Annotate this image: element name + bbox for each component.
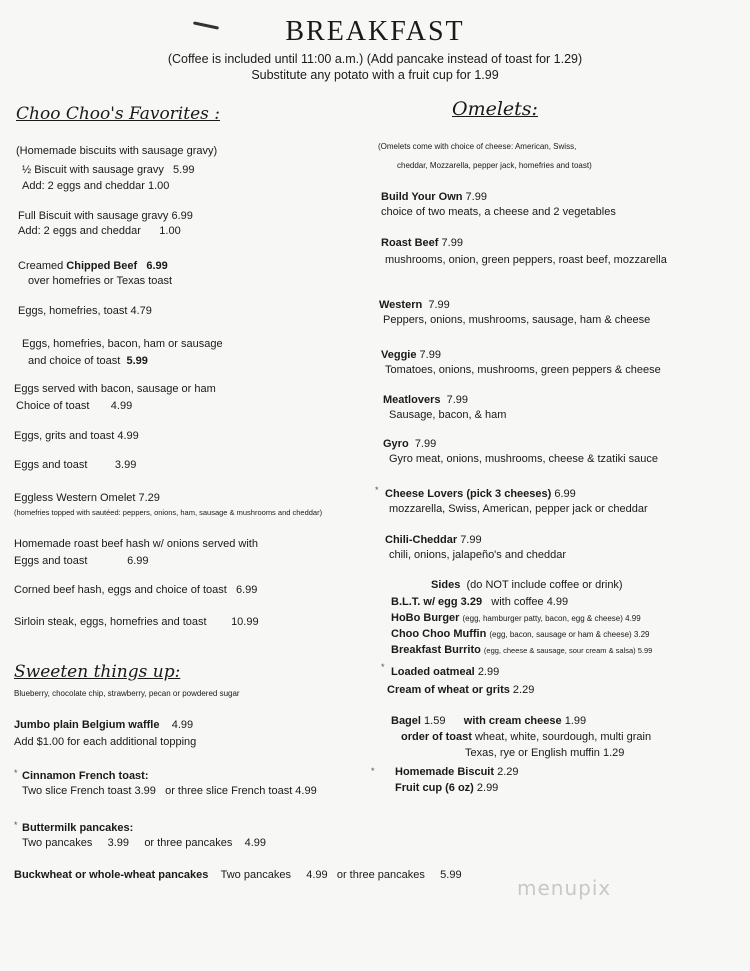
item-name: Cheese Lovers (pick 3 cheeses) [385, 488, 552, 500]
side-loaded-oatmeal [391, 665, 499, 679]
item-price: 5.99 [126, 355, 148, 367]
item-price: 7.99 [441, 237, 463, 249]
western-desc: Peppers, onions, mushrooms, sausage, ham & cheese [383, 314, 651, 326]
item-name: Bagel [391, 715, 421, 727]
item-name: HoBo Burger [391, 612, 460, 624]
meat-desc: Sausage, bacon, & ham [389, 409, 507, 421]
menu-item-roast-beef-hash: Homemade roast beef hash w/ onions served with [14, 538, 258, 550]
eggs-bacon-line2 [28, 354, 148, 368]
section-title-omelets: Omelets: [452, 98, 538, 120]
omelet-western [379, 298, 450, 312]
veggie-desc: Tomatoes, onions, mushrooms, green peppers & cheese [385, 364, 661, 376]
item-desc: Choice of toast [16, 400, 90, 412]
omelet-build-your-own [381, 190, 487, 204]
side-bagel [391, 714, 586, 728]
item-prefix: Creamed [18, 260, 67, 272]
menu-item-eggless-western: Eggless Western Omelet 7.29 [14, 492, 160, 504]
sides-heading [431, 578, 623, 592]
option-three-price: 4.99 [244, 837, 267, 849]
build-desc: choice of two meats, a cheese and 2 vegetables [381, 206, 616, 218]
item-name: B.L.T. w/ egg 3.29 [391, 596, 483, 608]
eggless-note: (homefries topped with sautéed: peppers, onions, ham, sausage & mushrooms and cheddar) [14, 508, 323, 517]
asterisk-mark-icon: * [375, 485, 379, 495]
side-breakfast-burrito [391, 643, 652, 658]
item-price: 2.29 [512, 684, 535, 696]
item-price: 6.99 [236, 584, 258, 596]
option-three: or three pancakes [336, 869, 425, 881]
side-choo-choo-muffin [391, 627, 649, 642]
asterisk-mark-icon: * [14, 820, 18, 830]
side-hobo-burger [391, 611, 641, 626]
item-price: 7.99 [414, 438, 437, 450]
menu-item-buttermilk: Buttermilk pancakes: [22, 822, 134, 834]
item-price: 7.99 [428, 299, 450, 311]
menu-item-full-biscuit: Full Biscuit with sausage gravy 6.99 [18, 210, 193, 222]
item-name: Build Your Own [381, 191, 463, 203]
option-three-price: 5.99 [440, 869, 462, 881]
buttermilk-options [22, 836, 266, 850]
item-name: Corned beef hash, eggs and choice of toast [14, 584, 227, 596]
menu-item-sirloin [14, 615, 259, 629]
item-price: 7.99 [419, 349, 441, 361]
item-name: Chipped Beef [66, 260, 138, 272]
coffee-note: (Coffee is included until 11:00 a.m.) (Add pancake instead of toast for 1.29) [167, 52, 583, 66]
omelet-meatlovers [383, 393, 468, 407]
side-cream-of-wheat [387, 683, 534, 697]
menu-item-waffle [14, 718, 193, 732]
option-two: Two slice French toast 3.99 [22, 785, 156, 797]
item-desc: (egg, cheese & sausage, sour cream & salsa) 5.99 [483, 646, 653, 655]
item-desc: and choice of toast [28, 355, 121, 367]
omelet-gyro [383, 437, 436, 451]
option-three: or three slice French toast 4.99 [165, 785, 317, 797]
asterisk-mark-icon: * [371, 766, 375, 776]
menu-item-corned-beef [14, 583, 257, 597]
omelet-cheese-note-2: cheddar, Mozzarella, pepper jack, homefries and toast) [397, 161, 592, 170]
item-name: ½ Biscuit with sausage gravy [22, 164, 164, 176]
toast-desc-2: Texas, rye or English muffin 1.29 [465, 747, 625, 759]
item-price: 6.99 [146, 260, 168, 272]
biscuit-note: (Homemade biscuits with sausage gravy) [16, 145, 218, 157]
option-two-price: 3.99 [107, 837, 130, 849]
hash-line2 [14, 554, 149, 568]
item-name: Loaded oatmeal [391, 666, 475, 678]
page-title: BREAKFAST [285, 16, 465, 47]
item-price: 2.99 [477, 666, 500, 678]
toppings-note: Blueberry, chocolate chip, strawberry, pecan or powdered sugar [14, 689, 240, 698]
cheese-desc: mozzarella, Swiss, American, pepper jack or cheddar [389, 503, 648, 515]
asterisk-mark-icon: * [14, 768, 18, 778]
item-price: 4.99 [171, 719, 194, 731]
menu-item-french-toast: Cinnamon French toast: [22, 770, 149, 782]
waffle-add: Add $1.00 for each additional topping [14, 736, 197, 748]
omelet-roast-beef [381, 236, 463, 250]
item-name: Veggie [381, 349, 417, 361]
chili-desc: chili, onions, jalapeño's and cheddar [389, 549, 566, 561]
option-two: Two pancakes [220, 869, 291, 881]
item-price: 4.99 [110, 400, 133, 412]
item-price: 7.99 [446, 394, 469, 406]
side-toast [401, 730, 651, 744]
eggs-served-line2 [16, 399, 132, 413]
roast-desc: mushrooms, onion, green peppers, roast beef, mozzarella [385, 254, 667, 266]
item-desc: Eggs and toast [14, 555, 88, 567]
item-name: Homemade Biscuit [395, 766, 495, 778]
option-two: Two pancakes [22, 837, 93, 849]
item-name: Buckwheat or whole-wheat pancakes [14, 869, 209, 881]
item-price: 2.29 [497, 766, 519, 778]
item-name: Jumbo plain Belgium waffle [14, 719, 160, 731]
item-name: Gyro [383, 438, 409, 450]
item-name: Cream of wheat or grits [387, 684, 510, 696]
side-blt [391, 595, 568, 609]
omelet-cheese-note-1: (Omelets come with choice of cheese: American, Swiss, [378, 142, 577, 151]
item-price: 3.99 [114, 459, 137, 471]
item-price: 7.99 [465, 191, 487, 203]
sides-title: Sides [431, 579, 461, 591]
add-price: 1.00 [159, 225, 181, 237]
item-name: Meatlovers [383, 394, 441, 406]
item-name: Chili-Cheddar [385, 534, 458, 546]
item-name: Fruit cup (6 oz) [395, 782, 474, 794]
menu-item-buckwheat [14, 868, 462, 882]
menu-item-eggs-served: Eggs served with bacon, sausage or ham [14, 383, 216, 395]
item-name: Eggs and toast [14, 459, 88, 471]
section-title-favorites: Choo Choo's Favorites : [16, 104, 220, 124]
menu-item-chipped-beef [18, 259, 168, 273]
sides-note: (do NOT include coffee or drink) [466, 579, 623, 591]
item-desc: (egg, hamburger patty, bacon, egg & cheese) 4.99 [462, 614, 641, 623]
item-option: with cream cheese [463, 715, 562, 727]
menu-item-eggs-grits: Eggs, grits and toast 4.99 [14, 430, 139, 442]
gyro-desc: Gyro meat, onions, mushrooms, cheese & tzatiki sauce [389, 453, 659, 465]
chipped-beef-desc: over homefries or Texas toast [28, 275, 173, 287]
item-name: Roast Beef [381, 237, 439, 249]
full-biscuit-add [18, 224, 181, 238]
watermark-logo: menupix [517, 876, 612, 900]
side-fruit-cup [395, 781, 498, 795]
menu-item-eggs-toast [14, 458, 136, 472]
item-name: order of toast [401, 731, 472, 743]
item-price: 6.99 [127, 555, 149, 567]
menu-item-half-biscuit [22, 163, 194, 177]
item-price: 10.99 [231, 616, 259, 628]
asterisk-mark-icon: * [381, 662, 385, 672]
item-name: Sirloin steak, eggs, homefries and toast [14, 616, 207, 628]
item-price: 6.99 [554, 488, 576, 500]
menu-item-eggs-homefries: Eggs, homefries, toast 4.79 [18, 305, 152, 317]
half-biscuit-add: Add: 2 eggs and cheddar 1.00 [22, 180, 170, 192]
potato-note: Substitute any potato with a fruit cup for 1.99 [251, 68, 499, 82]
item-price: 7.99 [460, 534, 482, 546]
omelet-chili-cheddar [385, 533, 482, 547]
item-option: with coffee 4.99 [491, 596, 569, 608]
item-desc: (egg, bacon, sausage or ham & cheese) 3.29 [489, 630, 650, 639]
omelet-veggie [381, 348, 441, 362]
menu-item-eggs-bacon: Eggs, homefries, bacon, ham or sausage [22, 338, 223, 350]
item-price: 5.99 [173, 164, 195, 176]
omelet-cheese-lovers [385, 487, 576, 501]
item-option-price: 1.99 [564, 715, 587, 727]
item-name: Choo Choo Muffin [391, 628, 487, 640]
item-price: 1.59 [424, 715, 446, 727]
side-homemade-biscuit [395, 765, 519, 779]
item-price: 2.99 [476, 782, 499, 794]
item-name: Western [379, 299, 423, 311]
section-title-sweeten: Sweeten things up: [14, 662, 181, 682]
option-two-price: 4.99 [306, 869, 328, 881]
add-text: Add: 2 eggs and cheddar [18, 225, 141, 237]
french-toast-options [22, 784, 317, 798]
item-name: Breakfast Burrito [391, 644, 481, 656]
item-desc: wheat, white, sourdough, multi grain [474, 731, 652, 743]
option-three: or three pancakes [144, 837, 233, 849]
